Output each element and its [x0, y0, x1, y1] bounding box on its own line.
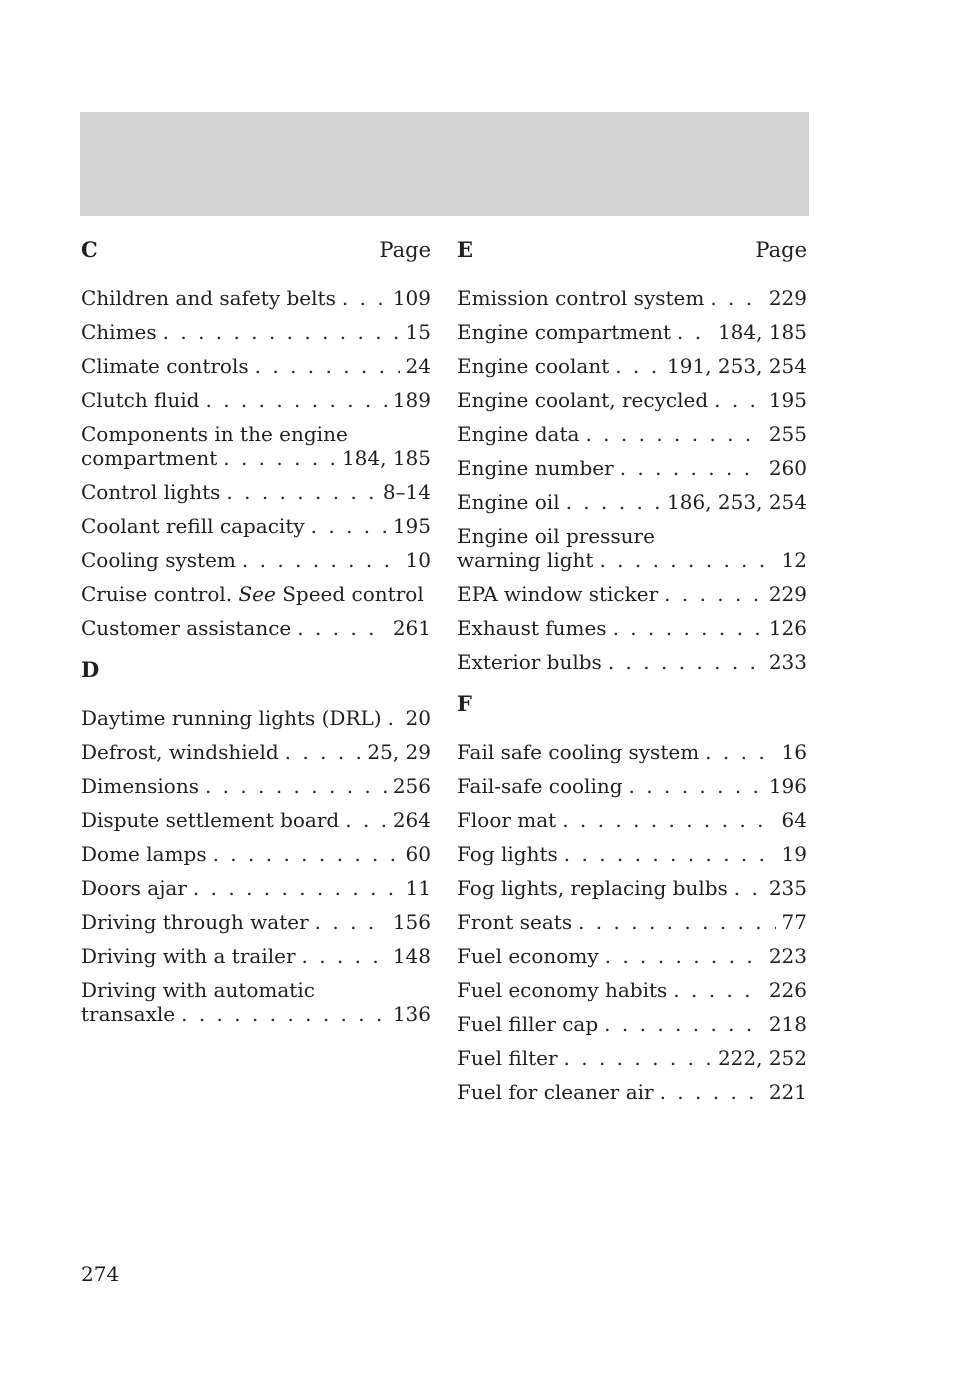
index-term: Engine number: [457, 456, 614, 480]
index-term: Exterior bulbs: [457, 650, 602, 674]
dot-leader: [660, 1080, 763, 1104]
index-pages: 189: [392, 388, 431, 412]
index-term: Driving through water: [81, 910, 309, 934]
dot-leader: [302, 944, 387, 968]
index-column-right: [457, 236, 807, 1114]
index-pages: 255: [768, 422, 807, 446]
dot-leader: [620, 456, 763, 480]
index-pages: 15: [405, 320, 431, 344]
dot-leader: [562, 808, 775, 832]
section-heading-e: [457, 236, 807, 264]
index-term: Clutch fluid: [81, 388, 200, 412]
index-term: Emission control system: [457, 286, 705, 310]
index-term: Cruise control.: [81, 582, 233, 606]
index-term: Fuel filter: [457, 1046, 558, 1070]
index-pages: 77: [781, 910, 807, 934]
dot-leader: [604, 1012, 763, 1036]
index-term: Dome lamps: [81, 842, 207, 866]
index-entry: [457, 354, 807, 378]
index-term-line1: Engine oil pressure: [457, 524, 655, 548]
index-pages: 221: [768, 1080, 807, 1104]
index-entry: [457, 978, 807, 1002]
index-entry: [457, 876, 807, 900]
index-pages: 264: [392, 808, 431, 832]
dot-leader: [311, 514, 387, 538]
index-column-left: [81, 236, 431, 1036]
page-column-label: Page: [755, 238, 807, 262]
dot-leader: [342, 286, 387, 310]
dot-leader: [605, 944, 763, 968]
index-term: transaxle: [81, 1002, 176, 1026]
index-pages: 256: [392, 774, 431, 798]
index-entry: [81, 480, 431, 504]
index-pages: 24: [405, 354, 431, 378]
index-entry: [457, 616, 807, 640]
index-pages: 184, 185: [341, 446, 431, 470]
index-entry: [81, 422, 431, 470]
dot-leader: [345, 808, 387, 832]
index-pages: 261: [392, 616, 431, 640]
index-pages: 229: [768, 286, 807, 310]
index-entry: [457, 490, 807, 514]
index-term: Fuel for cleaner air: [457, 1080, 654, 1104]
index-entry: [457, 774, 807, 798]
dot-leader: [205, 774, 387, 798]
index-pages: 20: [405, 706, 431, 730]
index-pages: 109: [392, 286, 431, 310]
index-term: Fog lights: [457, 842, 558, 866]
index-pages: 136: [392, 1002, 431, 1026]
dot-leader: [629, 774, 763, 798]
index-term: Climate controls: [81, 354, 249, 378]
index-term: Engine data: [457, 422, 580, 446]
index-pages: 223: [768, 944, 807, 968]
index-term: Daytime running lights (DRL): [81, 706, 382, 730]
index-pages: 218: [768, 1012, 807, 1036]
dot-leader: [677, 320, 712, 344]
index-pages: 19: [781, 842, 807, 866]
index-term: Fail-safe cooling: [457, 774, 623, 798]
section-letter: E: [457, 237, 474, 262]
index-term: Engine compartment: [457, 320, 672, 344]
index-entry: [457, 456, 807, 480]
dot-leader: [705, 740, 775, 764]
index-pages: 16: [781, 740, 807, 764]
index-pages: 156: [392, 910, 431, 934]
index-entry: [457, 910, 807, 934]
index-term: Driving with a trailer: [81, 944, 296, 968]
index-entry: [457, 388, 807, 412]
index-entry: [457, 740, 807, 764]
index-entry: [457, 1080, 807, 1104]
index-term: Fuel filler cap: [457, 1012, 599, 1036]
dot-leader: [564, 1046, 712, 1070]
see-reference-word: See: [238, 582, 276, 606]
index-entry: [81, 808, 431, 832]
index-pages: 64: [781, 808, 807, 832]
index-term: Exhaust fumes: [457, 616, 607, 640]
index-entry: [81, 286, 431, 310]
index-term: compartment: [81, 446, 218, 470]
dot-leader: [578, 910, 775, 934]
index-entry: [81, 514, 431, 538]
index-term: Fuel economy habits: [457, 978, 668, 1002]
dot-leader: [564, 842, 776, 866]
dot-leader: [213, 842, 400, 866]
dot-leader: [673, 978, 763, 1002]
index-entry: [457, 650, 807, 674]
index-pages: 233: [768, 650, 807, 674]
header-band: [80, 112, 809, 216]
index-entry: [457, 944, 807, 968]
index-term: Doors ajar: [81, 876, 187, 900]
page-column-label: Page: [379, 238, 431, 262]
dot-leader: [613, 616, 763, 640]
index-term: Children and safety belts: [81, 286, 336, 310]
index-term: Cooling system: [81, 548, 236, 572]
index-term-line1: Driving with automatic: [81, 978, 315, 1002]
index-term: Engine oil: [457, 490, 560, 514]
index-entry: [457, 1012, 807, 1036]
index-pages: 235: [768, 876, 807, 900]
dot-leader: [223, 446, 336, 470]
index-term: Engine coolant, recycled: [457, 388, 709, 412]
index-term: Dimensions: [81, 774, 199, 798]
dot-leader: [193, 876, 400, 900]
index-entry-see: [81, 582, 431, 606]
dot-leader: [205, 388, 386, 412]
section-letter: F: [457, 691, 472, 716]
dot-leader: [285, 740, 362, 764]
index-term: Defrost, windshield: [81, 740, 279, 764]
dot-leader: [664, 582, 763, 606]
index-term: Coolant refill capacity: [81, 514, 305, 538]
index-pages: 12: [781, 548, 807, 572]
index-entry: [457, 422, 807, 446]
section-letter: C: [81, 237, 98, 262]
dot-leader: [255, 354, 400, 378]
index-entry: [81, 842, 431, 866]
index-entry: [457, 320, 807, 344]
index-term: Front seats: [457, 910, 573, 934]
index-pages: 226: [768, 978, 807, 1002]
index-pages: 8–14: [382, 480, 431, 504]
index-pages: 148: [392, 944, 431, 968]
dot-leader: [226, 480, 376, 504]
index-term: EPA window sticker: [457, 582, 659, 606]
index-pages: 11: [405, 876, 431, 900]
section-heading-c: [81, 236, 431, 264]
index-entry: [81, 910, 431, 934]
dot-leader: [608, 650, 763, 674]
index-entry: [457, 286, 807, 310]
section-heading-d: [81, 656, 431, 684]
index-term-line1: Components in the engine: [81, 422, 348, 446]
index-pages: 126: [768, 616, 807, 640]
index-pages: 191, 253, 254: [667, 354, 807, 378]
dot-leader: [585, 422, 762, 446]
page-number: 274: [81, 1262, 120, 1286]
index-entry: [81, 320, 431, 344]
dot-leader: [163, 320, 400, 344]
index-pages: 196: [768, 774, 807, 798]
dot-leader: [615, 354, 661, 378]
dot-leader: [242, 548, 400, 572]
index-entry: [81, 876, 431, 900]
index-entry: [81, 354, 431, 378]
index-pages: 229: [768, 582, 807, 606]
index-term: Chimes: [81, 320, 157, 344]
index-term: Engine coolant: [457, 354, 610, 378]
index-pages: 60: [405, 842, 431, 866]
dot-leader: [388, 706, 400, 730]
index-term: warning light: [457, 548, 594, 572]
index-term: Fuel economy: [457, 944, 599, 968]
index-pages: 222, 252: [717, 1046, 807, 1070]
dot-leader: [566, 490, 661, 514]
dot-leader: [315, 910, 387, 934]
index-entry: [81, 616, 431, 640]
dot-leader: [734, 876, 763, 900]
index-entry: [457, 582, 807, 606]
index-pages: 184, 185: [717, 320, 807, 344]
index-entry: [81, 706, 431, 730]
index-term: Fog lights, replacing bulbs: [457, 876, 728, 900]
index-pages: 25, 29: [367, 740, 431, 764]
index-term: Dispute settlement board: [81, 808, 340, 832]
index-term: Fail safe cooling system: [457, 740, 700, 764]
index-entry: [81, 774, 431, 798]
dot-leader: [181, 1002, 387, 1026]
index-entry: [457, 808, 807, 832]
index-entry: [81, 740, 431, 764]
dot-leader: [599, 548, 775, 572]
dot-leader: [297, 616, 387, 640]
index-entry: [81, 978, 431, 1026]
index-entry: [81, 944, 431, 968]
index-entry: [457, 524, 807, 572]
index-term: Control lights: [81, 480, 221, 504]
index-pages: 10: [405, 548, 431, 572]
section-heading-f: [457, 690, 807, 718]
index-entry: [457, 842, 807, 866]
index-term: Floor mat: [457, 808, 557, 832]
dot-leader: [714, 388, 763, 412]
index-entry: [457, 1046, 807, 1070]
index-pages: 195: [392, 514, 431, 538]
dot-leader: [710, 286, 762, 310]
index-entry: [81, 388, 431, 412]
section-letter: D: [81, 657, 100, 682]
index-pages: 195: [768, 388, 807, 412]
index-term: Customer assistance: [81, 616, 292, 640]
index-pages: 260: [768, 456, 807, 480]
index-entry: [81, 548, 431, 572]
see-reference-target: Speed control: [282, 582, 424, 606]
index-pages: 186, 253, 254: [667, 490, 807, 514]
